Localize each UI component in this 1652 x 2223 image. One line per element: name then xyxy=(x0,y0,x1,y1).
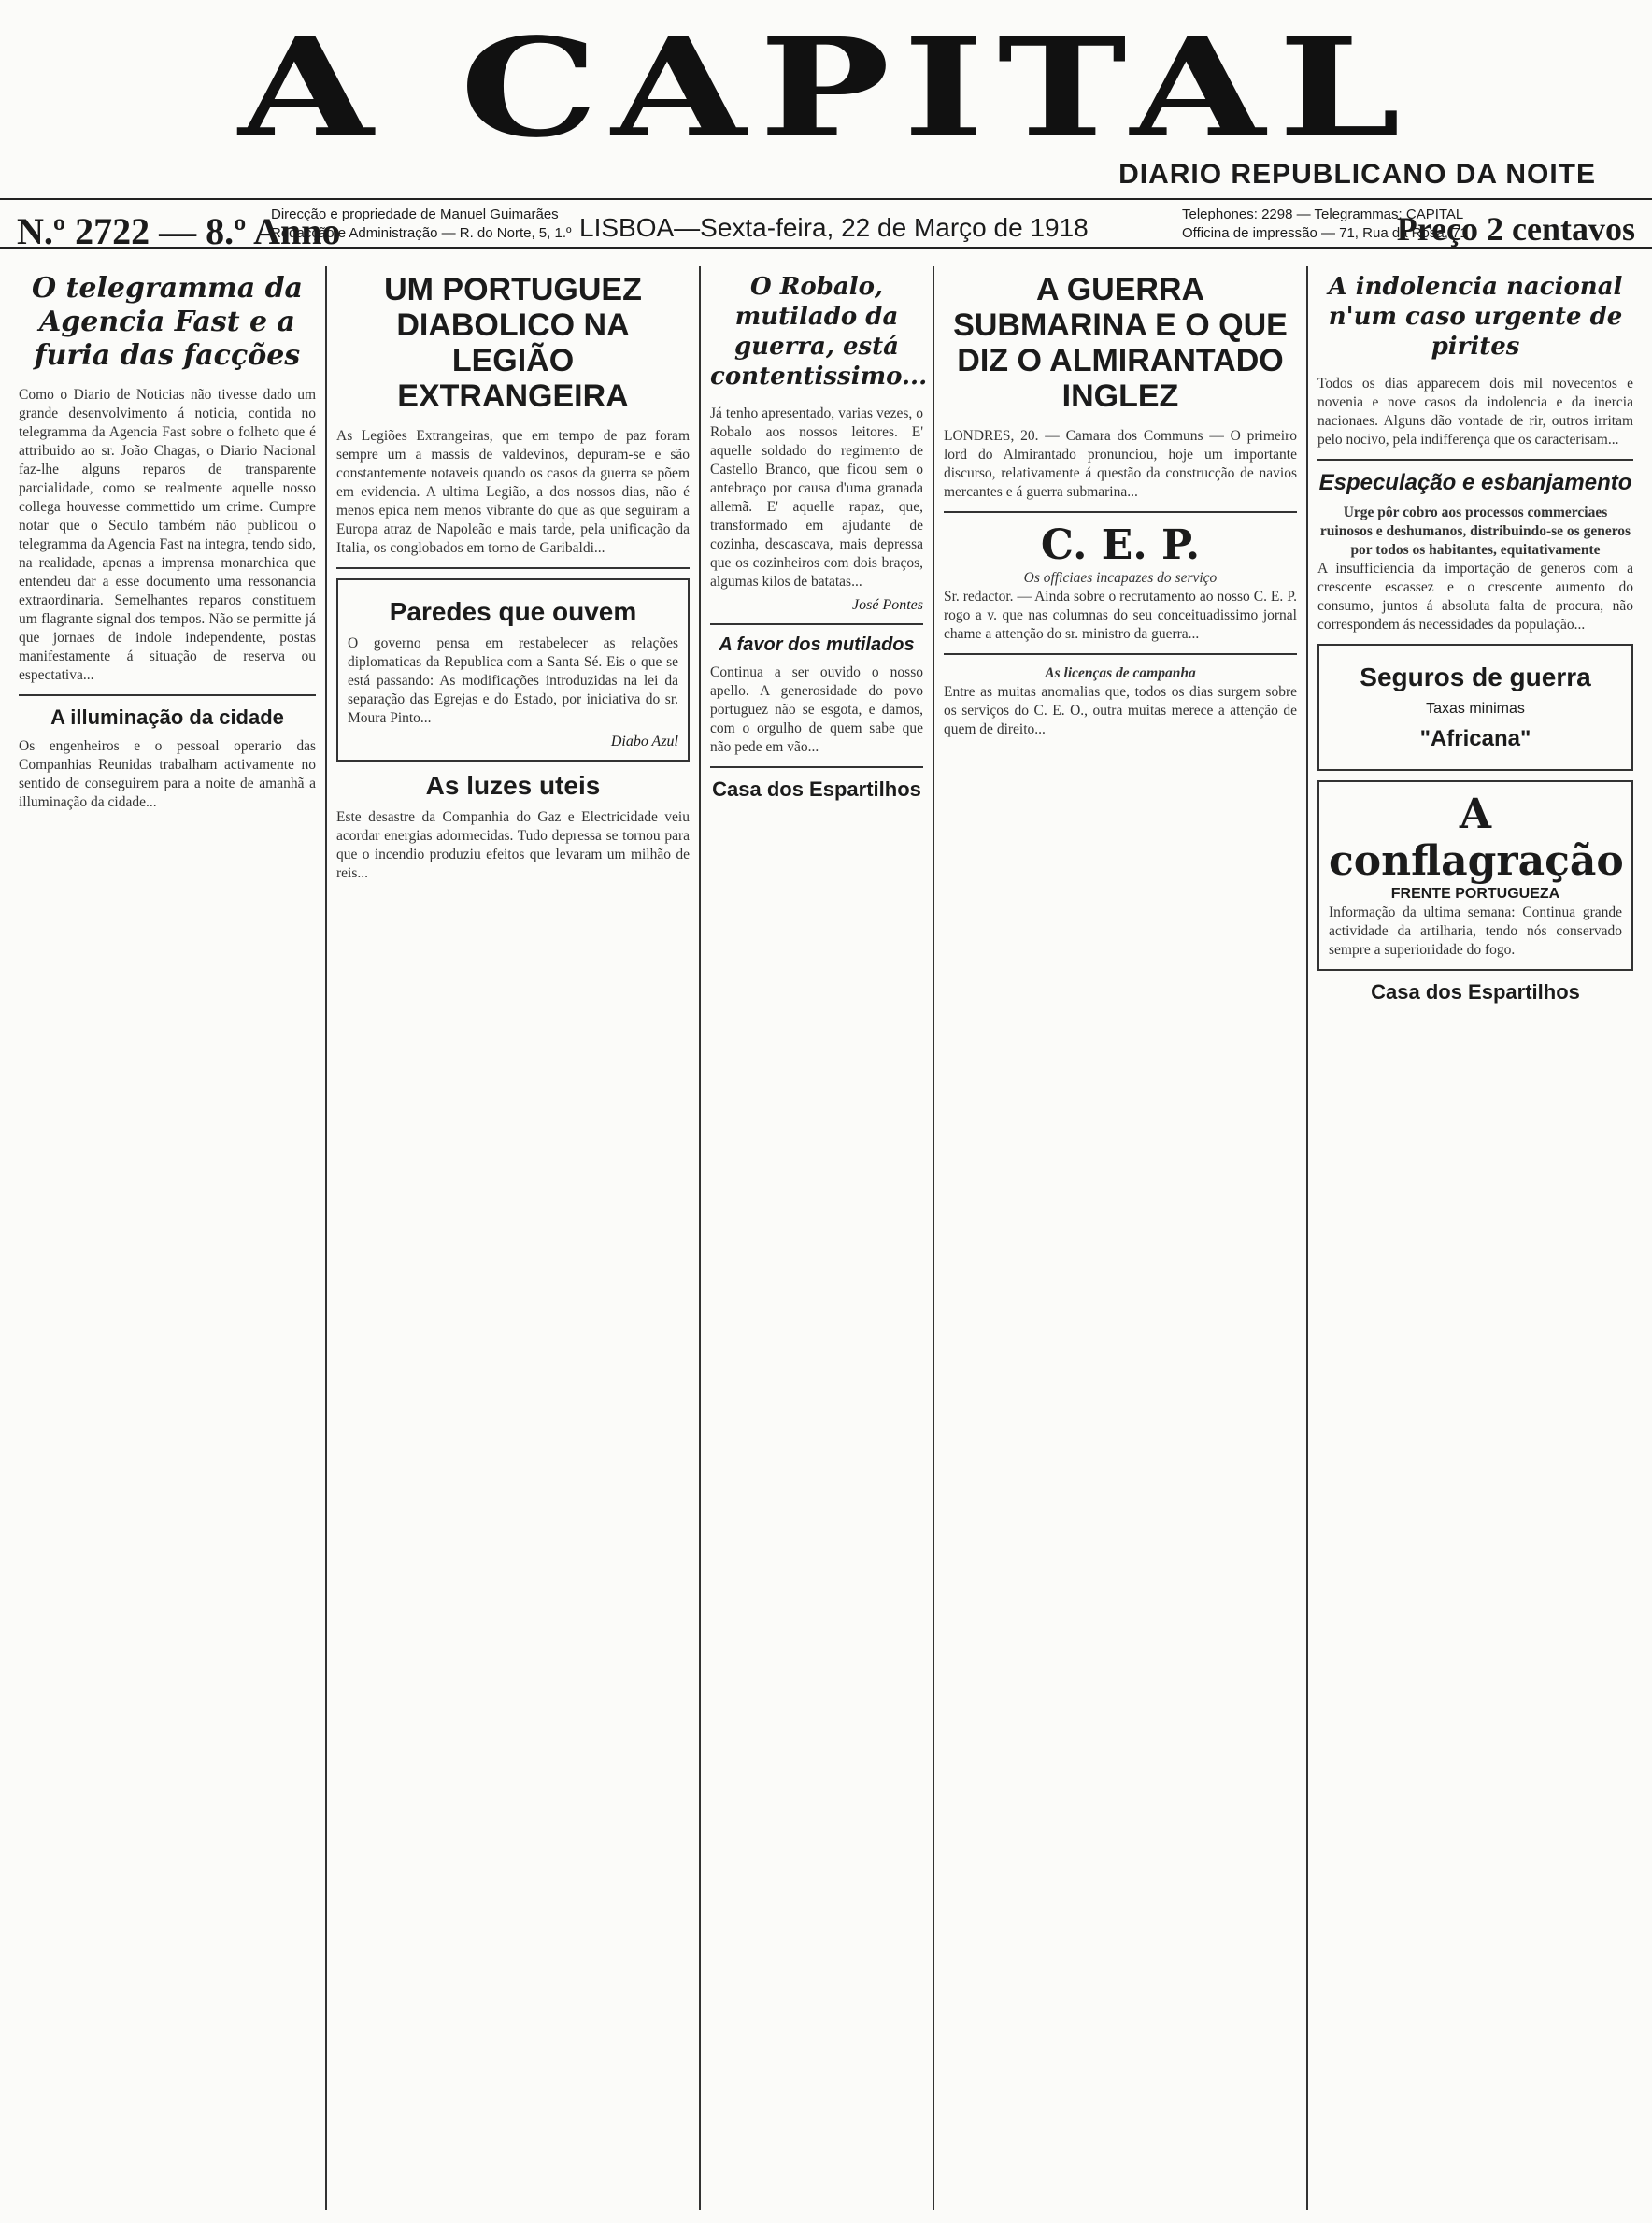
ad-company: "Africana" xyxy=(1419,726,1531,751)
divider xyxy=(19,694,316,696)
column-2 xyxy=(327,266,701,2210)
column-3 xyxy=(701,266,934,2210)
telephone-line: Telephones: 2298 — Telegrammas: CAPITAL xyxy=(1182,207,1464,222)
divider xyxy=(710,623,923,625)
section-title: C. E. P. xyxy=(1040,521,1201,569)
sub-article-body: Continua a ser ouvido o nosso apello. A generosidade do povo portuguez não se esgota, e damos, com o orgulho de quem sabe que não pede em vão... xyxy=(710,664,923,755)
column-5 xyxy=(1308,266,1643,2210)
headline: A GUERRA SUBMARINA E O QUE DIZ O ALMIRANTADO INGLEZ xyxy=(953,272,1288,414)
ad-subtitle: Taxas minimas xyxy=(1426,701,1525,717)
sub-headline: Especulação e esbanjamento xyxy=(1318,470,1632,495)
sub-article-body: O governo pensa em restabelecer as relações diplomaticas da Republica com a Santa Sé. Eis o que se está passando: As modificações introduzidas na lei da separação das Egrejas e do Estado, por iniciativa do sr. Moura Pinto... xyxy=(348,635,678,726)
newspaper-title: A CAPITAL xyxy=(238,7,1414,168)
article-body: Como o Diario de Noticias não tivesse dado um grande desenvolvimento á noticia, contida no telegramma da Agencia Fast sobre o folheto que é attribuido ao sr. João Chagas, o Diario Nacional faz-lhe alguns reparos de transparente parcialidade, como se realmente aquelle nosso collega houvesse commettido um crime. Cumpre notar que o Seculo também não publicou o telegramma da Agencia Fast na integra, tendo sido, na realidade, apenas a imprensa monarchica que entendeu dar a esse documento uma ressonancia extraordinaria. Semelhantes reparos constituem um flagrante signal dos tempos. Não se permitte já que jornaes de indole independente, postas manifestamente á situação de reserva ou espectativa... xyxy=(19,387,316,683)
headline: O Robalo, mutilado da guerra, está contentissimo... xyxy=(710,273,928,391)
headline: UM PORTUGUEZ DIABOLICO NA LEGIÃO EXTRANGEIRA xyxy=(384,272,642,414)
headline: A indolencia nacional n'um caso urgente de pirites xyxy=(1328,273,1623,361)
sub-article-body: A insufficiencia da importação de generos com a crescente escassez e o crescente aumento do consumo, juntos á absoluta falta de procura, não correspondem ás necessidades da população... xyxy=(1317,561,1633,633)
divider xyxy=(944,653,1297,655)
redaction-line: Redacção e Administração — R. do Norte, 5, 1.º xyxy=(271,225,572,241)
price: Preço 2 centavos xyxy=(1396,210,1635,248)
divider xyxy=(944,511,1297,513)
headline: O telegramma da Agencia Fast e a furia das facções xyxy=(31,272,303,372)
boxed-article xyxy=(336,578,690,762)
sub-article-body: Os engenheiros e o pessoal operario das Companhias Reunidas trabalham activamente no sentido de conseguirem para a noite de amanhã a illuminação da cidade... xyxy=(19,738,316,810)
column-4 xyxy=(934,266,1308,2210)
sub-lead: Urge pôr cobro aos processos commerciaes ruinosos e deshumanos, distribuindo-se os generos por todos os habitantes, equitativamente xyxy=(1319,505,1631,558)
sub-headline: A illuminação da cidade xyxy=(50,705,284,729)
signature: Diabo Azul xyxy=(610,734,678,749)
direction-line: Direcção e propriedade de Manuel Guimarães xyxy=(271,207,559,222)
sub-headline-2: As luzes uteis xyxy=(425,771,601,800)
newspaper-subtitle: DIARIO REPUBLICANO DA NOITE xyxy=(1118,159,1596,190)
conflagration-box xyxy=(1317,780,1633,971)
advertisement: Casa dos Espartilhos xyxy=(1371,980,1580,1004)
insurance-ad xyxy=(1317,644,1633,771)
sub-article-body-2: Este desastre da Companhia do Gaz e Electricidade veiu acordar energias adormecidas. Tudo depressa se tornou para que o incendio produziu efeitos que levaram um milhão de reis... xyxy=(336,809,690,881)
divider xyxy=(710,766,923,768)
signature: José Pontes xyxy=(852,597,923,613)
office-line: Officina de impressão — 71, Rua da Rosa, 71 xyxy=(1182,225,1468,241)
article-body: Já tenho apresentado, varias vezes, o Robalo aos nossos leitores. E' aquelle soldado do regimento de Castello Branco, que ficou sem o antebraço por causa d'uma granada allemã. E' aquelle rapaz, que, transformado em ajudante de cozinha, descascava, mais depressa que os cozinheiros com dois braços, algumas kilos de batatas... xyxy=(710,406,923,590)
article-body: LONDRES, 20. — Camara dos Communs — O primeiro lord do Almirantado pronunciou, hoje um importante discurso, relativamente á questão da construcção de navios mercantes e á guerra submarina... xyxy=(944,428,1297,500)
sub-headline: As licenças de campanha xyxy=(1045,665,1196,681)
dateline: LISBOA—Sexta-feira, 22 de Março de 1918 xyxy=(579,213,1089,242)
issue-number: N.º 2722 — 8.º Anno xyxy=(17,210,341,252)
direction-info xyxy=(271,206,571,243)
article-body: As Legiões Extrangeiras, que em tempo de paz foram sempre um a massis de valdevinos, depuram-se e são constantemente notaveis quando os casos da guerra se põem em evidencia. A ultima Legião, a dos nossos dias, não é menos epica nem menos vibrante do que as que seguiram a Europa atraz de Napoleão e mais tarde, pela unificação da Italia, os conglobados em torno de Garibaldi... xyxy=(336,428,690,556)
article-body: Todos os dias apparecem dois mil novecentos e novenia e nove casos da indolencia e da inercia nacionaes. Alguns dão vontade de rir, outros irritam pelo nocivo, pela indifferença que os caracterisam... xyxy=(1317,376,1633,448)
section-body: Sr. redactor. — Ainda sobre o recrutamento ao nosso C. E. P. rogo a v. que nas columnas do seu conceituadissimo jornal chame a attenção do sr. ministro da guerra... xyxy=(944,589,1297,642)
masthead xyxy=(0,0,1652,252)
box-title: A conflagração xyxy=(1329,791,1624,885)
divider xyxy=(336,567,690,569)
advertisement: Casa dos Espartilhos xyxy=(712,777,921,801)
box-body: Informação da ultima semana: Continua grande actividade da artilharia, tendo nós conservado sempre a superioridade do fogo. xyxy=(1329,905,1622,958)
divider xyxy=(1317,459,1633,461)
box-subtitle: FRENTE PORTUGUEZA xyxy=(1390,886,1560,902)
section-subtitle: Os officiaes incapazes do serviço xyxy=(1023,570,1218,586)
sub-headline: Paredes que ouvem xyxy=(389,597,637,626)
sub-headline: A favor dos mutilados xyxy=(719,634,915,655)
ad-title: Seguros de guerra xyxy=(1360,663,1591,691)
column-1 xyxy=(9,266,327,2210)
sub-article-body: Entre as muitas anomalias que, todos os dias surgem sobre os serviços do C. E. O., outra muitas merece a attenção de quem de direito... xyxy=(944,684,1297,737)
